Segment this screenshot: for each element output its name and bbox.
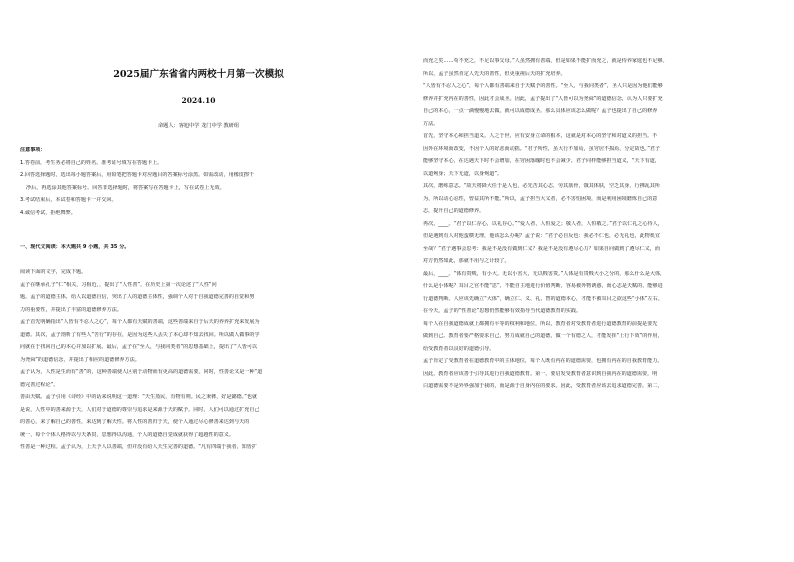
passage-line: 因此，教育者应该善于引导其进行自我道德教育。第一，要启发受教育者意识到自我内在的道德需要，明: [423, 370, 658, 377]
passage-line: 做到自己。教育者要严格要求自己，努力成就自己的道德，做一个有德之人，才能发挥“上行下效”的作用，: [423, 333, 663, 339]
passage-line: 孟子在继承孔子“仁”相关，习相近，，提出了“人性善”，在历史上第一次论述了“人性”问: [20, 281, 217, 288]
passage-line: 最后，____。“体有贵贱，有小大。无以小害大，无以贱害贵。”人体是有贵贱大小之分的，那么什么是大体，: [423, 270, 666, 277]
passage-line: 统一，每个个体人格得以与天条贯，思想得以沟通，个人的道德自觉成就获得了超越性的意义。: [20, 431, 234, 438]
notes-block: [20, 147, 385, 222]
exam-date: 2024.10: [181, 96, 216, 105]
notes-item: 净后，再选涂其他答案标号。回答非选择题时，将答案写在答题卡上，写在试卷上无效。: [26, 184, 225, 191]
passage-line: 是说，人性中的善来源于天，人们对于道德的尊崇与追求是来源于天的赋予。同时，人们可以通过扩充自己: [20, 406, 260, 413]
passage-line: 在今天，孟子的“性善论”思想仍然能够有效指导当代道德教育的实践。: [423, 308, 582, 314]
passage-line: 因外在环境而改变，不因个人的好恶而动摇。“君子所性，虽大行不加焉，虽穷居不损焉，分定故也。”君子: [423, 145, 661, 152]
passage-line: 为，所以动心忍性，曾益其所不能。”所以，孟子担当大义者，必不害怕困境，而是利用困境磨炼自己的意: [423, 195, 658, 202]
section-heading: 一、现代文阅读：本大题共 9 小题，共 35 分。: [20, 244, 130, 250]
passage-line: 的善心，来了解自己的善性，来达到了解天性。将人性的善归于天，使个人通过尽心修善来达到与天的: [20, 419, 250, 425]
passage-line: 给受教育者以良好的道德引导。: [423, 345, 495, 352]
passage-line: 孟子认为，人性是生而有“善”的，这种善端使人区别于动物而有更高的道德需要。同时，性善论又是一种“道: [20, 369, 263, 375]
passage-line: 以道殉身；天下无道，以身殉道”。: [423, 170, 503, 177]
passage-line: 力的重要性，并提出了丰富的道德修养方法。: [20, 306, 122, 313]
notes-item: 1.答卷前，考生务必将自己的姓名、准考证号填写在答题卡上。: [20, 159, 163, 166]
passage-line: 首先，坚守本心和担当道义。人之于世，应有安身立命的根本，这就是对本心的坚守和对道义的担当。不: [423, 133, 658, 139]
passage-line: 白道德需要不是外界强加于我的，而是源于自身内在的要求。因此，受教育者应该去追求道德完善。第二，: [423, 383, 663, 389]
passage-line: 其次，磨练意志。“故天将降大任于是人也，必先苦其心志，劳其筋骨，饿其体肤，空乏其身，行拂乱其所: [423, 183, 660, 189]
passage-line: 行道德判断。人应该先确立“大体”，确立仁、义、礼、智的道德本心，才能不被耳目之欲这些“小体”左右。: [423, 295, 663, 302]
passage-line: 志，提升自己的道德修养。: [423, 208, 485, 214]
exam-author: 命题人：客旭中学 龙门中学 教研组: [157, 123, 240, 129]
passage-line: 修养并扩充内在的善性，因此才会成圣。因此，孟子提出了“人皆可以为尧舜”的道德信念，认为人只要扩充: [423, 95, 663, 102]
passage-line: 孟子首先明确指出“人皆有不忍人之心”，每个人都有天赋的善端，这些善端来自于后天的养养扩充来发展为: [20, 319, 260, 325]
passage-line: “人皆有不忍人之心”，每个人都有善端来自于天赋予的善性。“至人，与我同类者”，圣人只是因为他们能够: [423, 83, 663, 89]
passage-line: 什么是小体呢？耳目之官不能“思”，不能自主地进行价值判断，容易被外物诱惑，而心志是天赋的，能够进: [423, 283, 663, 289]
passage-line: 孟子肯定了受教育者在道德教育中的主体地位，每个人既有内在的道德需要，也拥有内在的自我教育能力。: [423, 358, 663, 364]
passage-line: 但是遇到有人对他蛮横无理，他该怎么办呢？孟子说：“君子必自反也：我必不仁也，必无礼也，此物奚宜: [423, 233, 660, 239]
passage-line: 方法。: [423, 120, 439, 127]
passage-line: 再次，____。“君子以仁存心，以礼存心。”“爱人者，人恒爱之；敬人者，人恒敬之。”君子以仁礼之心待人，: [423, 220, 663, 227]
passage-line: 至哉？”君子遇事会思考：我是不是没有做到仁义？我是不是没有遵尽心力？如果自问做到了遵尽仁义，而: [423, 245, 660, 252]
passage-line: 问就在于找回自己的本心并加以扩展。最后，孟子在“至人，与我同类者”的思想基础上，提出了“人皆可以: [20, 344, 258, 350]
passage-line: 所以，孟子虽然肯定人先天的善性，但更重视后天的扩充培养。: [423, 70, 566, 77]
passage-line: 德完善过程论”。: [20, 381, 59, 388]
reading-passage-right: [423, 58, 778, 396]
passage-line: 而充之矣……苟不充之，不足以事父母。”人虽然拥有善端，但是如果不能扩而充之，就是侍养家庭也不足够。: [423, 58, 668, 64]
passage-line: 对方仍然如此，那就不用与之计较了。: [423, 258, 510, 264]
notes-item: 2.回答选择题时，选出每小题答案后，用铅笔把答题卡对应题目的答案标号涂黑。如需改动，用橡皮擦干: [20, 172, 255, 178]
notes-item: 3.考试结束后，本试卷和答题卡一并交回。: [20, 197, 117, 203]
exam-title: 2025届广东省省内两校十月第一次模拟: [113, 69, 284, 80]
passage-line: 为尧舜”的道德信念，并提出了相应的道德修养方法。: [20, 356, 140, 363]
passage-line: 善由天赋。孟子引用《诗经》中的话来说明这一道理：“天生蒸民，有物有则。民之秉彝，好是懿德。”也就: [20, 394, 258, 400]
notes-item: 4.诚信考试，拒绝舞弊。: [20, 209, 76, 216]
passage-line: 自己的本心，一点一滴慢慢地去做，就可以成德成圣。那么具体应该怎么做呢？孟子也提出了自己的修养: [423, 108, 658, 114]
right-column: [397, 0, 794, 562]
passage-line: 性善是一种过程。孟子认为，上天予人以善端，但并没有给人天生完善的道德。“凡有四端于我者，知皆扩: [20, 444, 257, 450]
reading-passage-left: [20, 269, 385, 457]
passage-line: 每个人在自我道德成就上都拥有平等的权利和地位，所以，教育者对受教育者进行道德教育的前提是要先: [423, 320, 658, 327]
passage-line: 能够坚守本心，在达遇天下时不会增加，在穷困落魄时也不会减少。君子同样能够担当道义，“天下有道，: [423, 158, 660, 164]
passage-line: 道德。其次，孟子剖析了有些人“苦行”的存在，是因为这些人丢失了本心却不知去找回。所以做人做事的学: [20, 331, 260, 338]
section-heading-block: [20, 244, 385, 257]
reading-instruction: 阅读下面的文字，完成下题。: [20, 269, 87, 275]
passage-line: 题。孟子的道德主体，给人以道德自信，突出了人的道德主体性，强调个人对于自我道德完善的自觉和努: [20, 294, 255, 300]
notes-heading: 注意事项：: [20, 147, 46, 153]
